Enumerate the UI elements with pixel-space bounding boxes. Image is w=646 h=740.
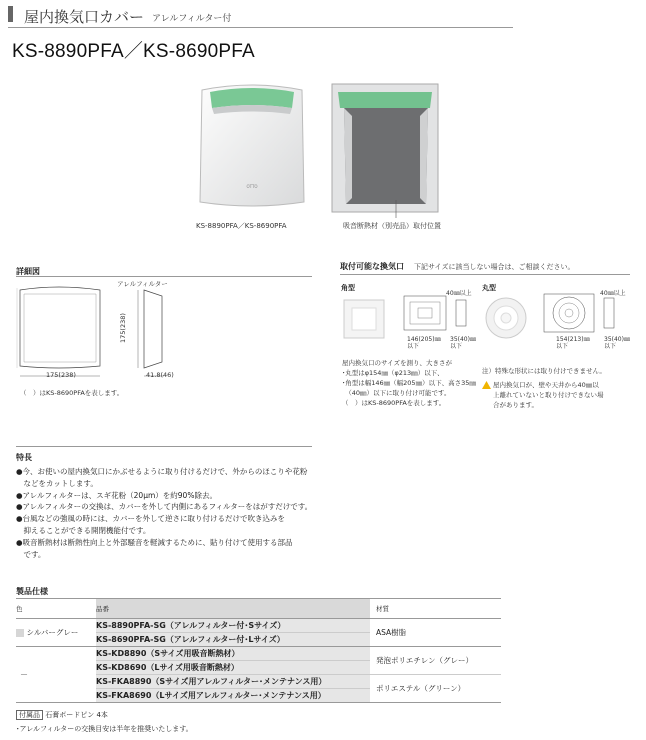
accessory-tag: 付属品: [16, 710, 43, 720]
round-dim-projection: 35(40)㎜ 以下: [604, 336, 630, 350]
warning-icon: [482, 381, 491, 389]
features-list: [16, 466, 312, 560]
color-cell: [16, 619, 96, 647]
detail-divider: [16, 276, 312, 277]
spec-heading: 製品仕様: [16, 587, 48, 596]
warning-note: [482, 380, 604, 410]
warning-line: 屋内換気口が、壁や天井から40㎜以: [493, 381, 599, 389]
note-line: ･角型は幅146㎜（幅205㎜）以下、高さ35㎜: [342, 379, 476, 387]
note-line: （ ）はKS-8690PFAを表します。: [342, 399, 446, 407]
header-accent-bar: [8, 6, 13, 22]
mountable-divider: [340, 274, 630, 275]
feature-line: 抑えることができる開閉機能付です。: [16, 525, 151, 535]
accessory-text: 石膏ボードピン 4本: [45, 711, 108, 719]
detail-heading: 詳細図: [16, 267, 40, 276]
detail-drawing: [14, 282, 194, 382]
model-number: KS-8890PFA／KS-8690PFA: [12, 41, 255, 62]
col-product-header: 品番: [96, 599, 370, 619]
color-silver: シルバーグレー: [26, 628, 79, 637]
col-color-header: 色: [16, 605, 23, 613]
round-dim-depth: 40㎜以上: [600, 290, 626, 297]
back-photo-caption: 吸音断熱材（別売品）取付位置: [343, 222, 441, 230]
table-row: KS-KD8690（Lサイズ用吸音断熱材）: [96, 661, 370, 675]
feature-line: ●台風などの強風の時には、カバーを外して逆さに取り付けるだけで吹き込みを: [16, 514, 286, 524]
filter-footnote: ･アレルフィルターの交換目安は半年を推奨いたします。: [16, 725, 193, 733]
feature-line: ●吸音断熱材は断熱性向上と外部騒音を軽減するために、貼り付けて使用する部品: [16, 537, 293, 547]
page-subtitle: アレルフィルター付: [152, 14, 232, 24]
features-divider: [16, 446, 312, 447]
material-asa: ASA樹脂: [370, 619, 501, 647]
square-vent-photo: [340, 294, 390, 342]
filter-callout: アレルフィルター: [117, 280, 168, 288]
note-line: ･丸型はφ154㎜（φ213㎜）以下、: [342, 369, 444, 377]
callout-line: [360, 200, 420, 220]
table-row: KS-FKA8690（Lサイズ用アレルフィルター･メンテナンス用）: [96, 689, 370, 703]
features-heading: 特長: [16, 453, 32, 462]
round-dim-width: 154(213)㎜ 以下: [556, 336, 590, 350]
warning-line: 合があります。: [493, 401, 538, 409]
note-line: （40㎜）以下に取り付け可能です。: [342, 389, 451, 397]
detail-note: （ ）はKS-8690PFAを表します。: [20, 389, 124, 397]
note-line: 屋内換気口のサイズを測り、大きさが: [342, 359, 452, 367]
table-row: KS-FKA8890（Sサイズ用アレルフィルター･メンテナンス用）: [96, 675, 370, 689]
feature-line: ●アレルフィルターの交換は、カバーを外して内側にあるフィルターをはがすだけです。: [16, 502, 313, 512]
table-row: KS-8890PFA-SG（アレルフィルター付･Sサイズ）: [96, 619, 370, 633]
back-cover-photo: [330, 82, 440, 214]
dim-depth: 41.8(46): [146, 371, 174, 379]
front-cover-photo: [196, 80, 308, 212]
page-title: 屋内換気口カバー: [24, 8, 145, 26]
warning-line: 上離れていないと取り付けできない場: [493, 391, 604, 399]
round-vent-photo: [482, 294, 532, 342]
silver-swatch: [16, 629, 24, 637]
material-pe: 発泡ポリエチレン（グレー）: [370, 647, 501, 675]
mountable-heading: 取付可能な換気口: [340, 262, 404, 271]
color-none: －: [16, 647, 96, 703]
round-type-label: 丸型: [482, 284, 496, 292]
feature-line: です。: [16, 549, 46, 559]
material-polyester: ポリエステル（グリーン）: [370, 675, 501, 703]
header-divider: [8, 27, 513, 28]
special-shape-note: 注）特殊な形状には取り付けできません。: [482, 367, 606, 375]
mountable-note: 下記サイズに該当しない場合は、ご相談ください。: [414, 263, 575, 271]
dim-height: 175(238): [119, 313, 127, 343]
brand-mark: OTTO: [246, 184, 258, 189]
square-dim-projection: 35(40)㎜ 以下: [450, 336, 476, 350]
square-dim-width: 146(205)㎜ 以下: [407, 336, 441, 350]
table-row: KS-8690PFA-SG（アレルフィルター付･Lサイズ）: [96, 633, 370, 647]
col-material-header: 材質: [376, 605, 389, 613]
mountable-notes-left: [342, 358, 476, 408]
feature-line: ●アレルフィルターは、スギ花粉（20μm）を約90%除去。: [16, 490, 217, 500]
accessory-line: [16, 710, 108, 720]
square-dim-depth: 40㎜以上: [446, 290, 472, 297]
feature-line: ●今、お使いの屋内換気口にかぶせるように取り付けるだけで、外からのほこりや花粉: [16, 467, 308, 476]
square-type-label: 角型: [341, 284, 355, 292]
table-row: KS-KD8890（Sサイズ用吸音断熱材）: [96, 647, 370, 661]
feature-line: などをカットします。: [16, 478, 98, 488]
spec-table: [16, 598, 501, 703]
front-photo-caption: KS-8890PFA／KS-8690PFA: [196, 222, 287, 230]
dim-width: 175(238): [46, 371, 76, 379]
